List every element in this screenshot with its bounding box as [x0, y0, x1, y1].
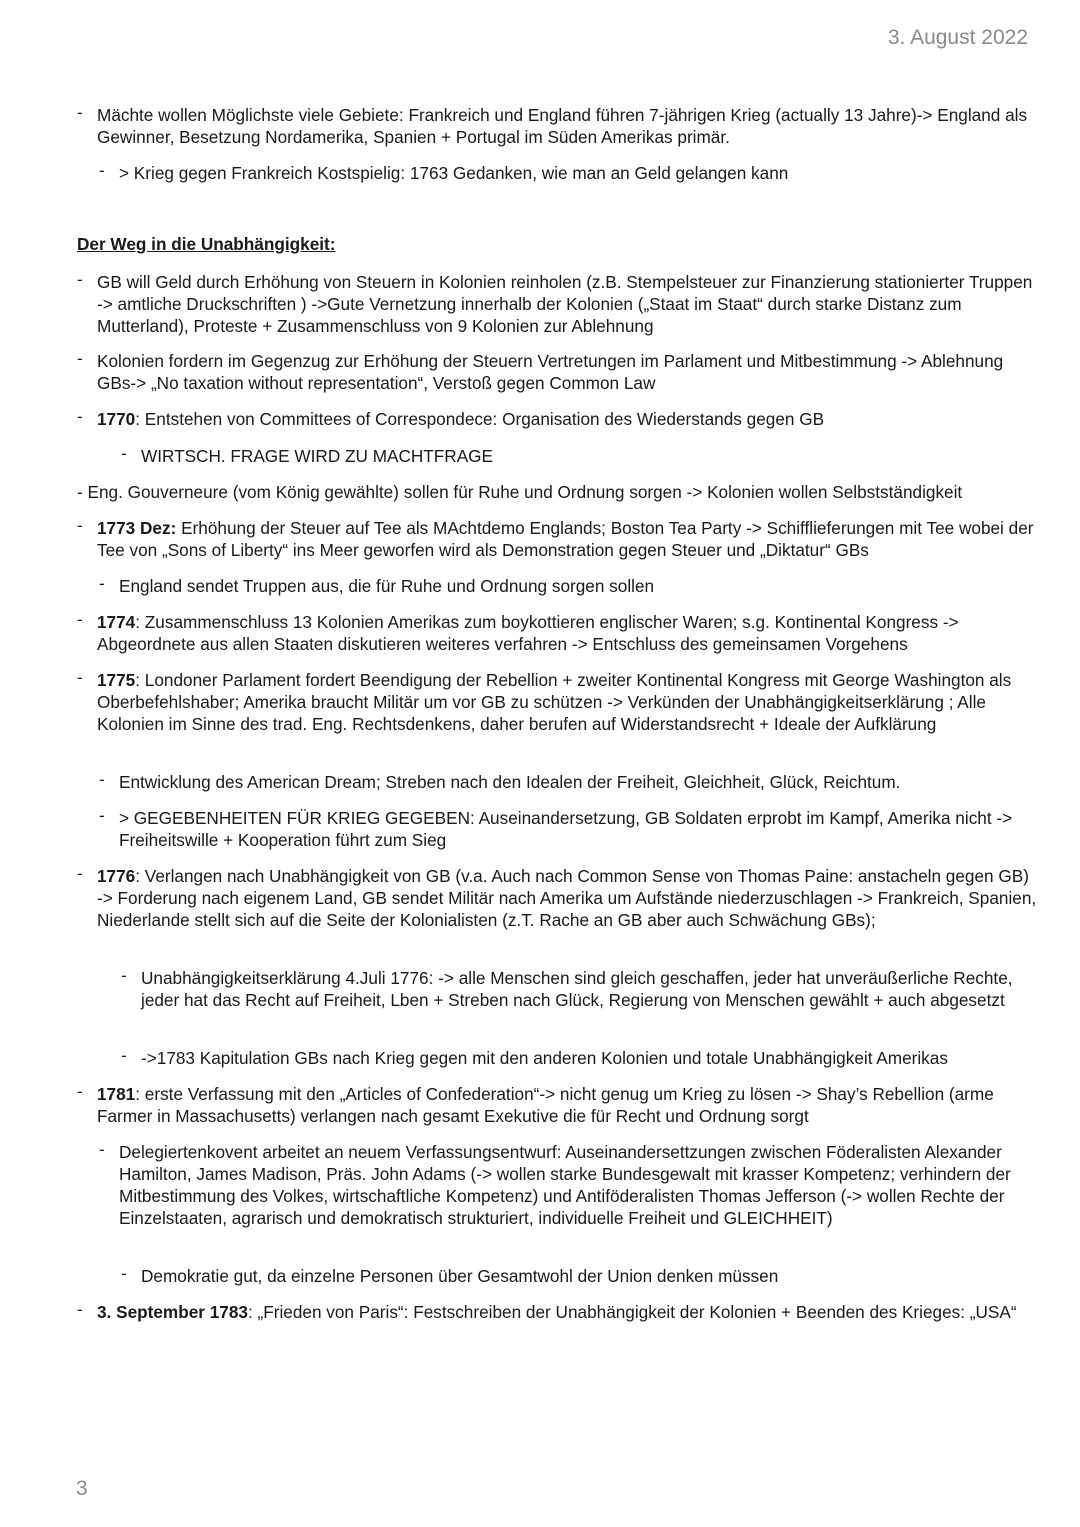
- list-item: [77, 610, 1037, 655]
- list-item: [77, 864, 1037, 931]
- item-date: 1770: [97, 409, 136, 429]
- bullet-dash-icon: -: [99, 1140, 105, 1159]
- item-text: : Londoner Parlament fordert Beendigung der Rebellion + zweiter Kontinental Kongress mit George Washington als Oberbefehlshaber; Amerika braucht Militär um vor GB zu schützen -> Verkünden der Unabhängigkeitserklärung ; Alle Kolonien im Sinne des trad. Eng. Rechtsdenkens, daher berufen auf Widerstandsrecht + Ideale der Aufklärung: [97, 670, 1012, 734]
- item-text: Erhöhung der Steuer auf Tee als MAchtdemo Englands; Boston Tea Party -> Schifflieferungen mit Tee wobei der Tee von „Sons of Liberty“ ins Meer geworfen wird als Demonstration gegen Steuer und „Diktatur“ GBs: [97, 518, 1034, 560]
- bullet-dash-icon: -: [99, 574, 105, 593]
- item-text: : Zusammenschluss 13 Kolonien Amerikas zum boykottieren englischer Waren; s.g. Kontinental Kongress -> Abgeordnete aus allen Staaten diskutieren weiteres verfahren -> Entschluss des gemeinsamen Vorgehens: [97, 612, 959, 654]
- bullet-dash-icon: -: [121, 1046, 127, 1065]
- page-date: 3. August 2022: [887, 26, 1028, 49]
- list-item: [99, 574, 1039, 597]
- list-item: [121, 1046, 1031, 1069]
- list-item: [99, 806, 1039, 851]
- list-item: [77, 103, 1037, 148]
- list-item: [121, 444, 1031, 467]
- item-text: Demokratie gut, da einzelne Personen über Gesamtwohl der Union denken müssen: [141, 1266, 779, 1286]
- item-text: : Entstehen von Committees of Correspondece: Organisation des Wiederstands gegen GB: [135, 409, 825, 429]
- list-item: [99, 161, 1039, 184]
- item-date: 1773 Dez:: [97, 518, 177, 538]
- item-text: Delegiertenkovent arbeitet an neuem Verfassungsentwurf: Auseinandersettzungen zwischen Föderalisten Alexander Hamilton, James Madison, Präs. John Adams (-> wollen starke Bundesgewalt mit krasser Kompetenz; verhindern der Mitbestimmung des Volkes, wirtschaftliche Kompetenz) und Antiföderalisten Thomas Jefferson (-> wollen Rechte der Einzelstaaten, agrarisch und demokratisch strukturiert, individuelle Freiheit und GLEICHHEIT): [119, 1142, 1011, 1228]
- list-item: [77, 1082, 1037, 1127]
- bullet-dash-icon: -: [77, 668, 83, 687]
- bullet-dash-icon: -: [77, 516, 83, 535]
- item-text: England sendet Truppen aus, die für Ruhe und Ordnung sorgen sollen: [119, 576, 655, 596]
- bullet-dash-icon: -: [121, 444, 127, 463]
- list-item: [99, 1140, 1039, 1229]
- list-item: [121, 1264, 1031, 1287]
- item-text: > GEGEBENHEITEN FÜR KRIEG GEGEBEN: Auseinandersetzung, GB Soldaten erprobt im Kampf, Amerika nicht -> Freiheitswille + Kooperation führt zum Sieg: [119, 808, 1013, 850]
- item-text: > Krieg gegen Frankreich Kostspielig: 1763 Gedanken, wie man an Geld gelangen kann: [119, 163, 789, 183]
- bullet-dash-icon: -: [77, 1082, 83, 1101]
- item-text: : erste Verfassung mit den „Articles of Confederation“-> nicht genug um Krieg zu lösen -> Shay’s Rebellion (arme Farmer in Massachusetts) verlangen nach gesamt Exekutive die für Recht und Ordnung sorgt: [97, 1084, 994, 1126]
- item-text: : Verlangen nach Unabhängigkeit von GB (v.a. Auch nach Common Sense von Thomas Paine: anstacheln gegen GB) -> Forderung nach eigenem Land, GB sendet Militär nach Amerika um Aufstände niederzuschlagen -> Frankreich, Spanien, Niederlande stellt sich auf die Seite der Kolonialisten (z.T. Rache an GB aber auch Schwächung GBs);: [97, 866, 1037, 930]
- list-item: [77, 516, 1037, 561]
- list-item: [77, 668, 1037, 735]
- item-date: 1781: [97, 1084, 136, 1104]
- item-text: Kolonien fordern im Gegenzug zur Erhöhung der Steuern Vertretungen im Parlament und Mitbestimmung -> Ablehnung GBs-> „No taxation without representation“, Verstoß gegen Common Law: [97, 351, 1004, 393]
- section-heading: Der Weg in die Unabhängigkeit:: [77, 234, 336, 254]
- item-text: Unabhängigkeitserklärung 4.Juli 1776: -> alle Menschen sind gleich geschaffen, jeder hat unveräußerliche Rechte, jeder hat das Recht auf Freiheit, Lben + Streben nach Glück, Regierung von Menschen gewählt + auch abgesetzt: [141, 968, 1013, 1010]
- list-item: [77, 1300, 1037, 1323]
- bullet-dash-icon: -: [77, 610, 83, 629]
- bullet-dash-icon: -: [77, 103, 83, 122]
- item-date: 1775: [97, 670, 136, 690]
- list-item: [77, 270, 1037, 337]
- bullet-dash-icon: -: [121, 966, 127, 985]
- item-text: : „Frieden von Paris“: Festschreiben der Unabhängigkeit der Kolonien + Beenden des Krieges: „USA“: [247, 1302, 1017, 1322]
- list-item: [99, 770, 1039, 793]
- bullet-dash-icon: -: [121, 1264, 127, 1283]
- item-date: 3. September 1783: [97, 1302, 248, 1322]
- item-text: Mächte wollen Möglichste viele Gebiete: Frankreich und England führen 7-jährigen Krieg (actually 13 Jahre)-> England als Gewinner, Besetzung Nordamerika, Spanien + Portugal im Süden Amerikas primär.: [97, 105, 1028, 147]
- bullet-dash-icon: -: [99, 806, 105, 825]
- bullet-dash-icon: -: [99, 161, 105, 180]
- bullet-dash-icon: -: [99, 770, 105, 789]
- item-text: - Eng. Gouverneure (vom König gewählte) sollen für Ruhe und Ordnung sorgen -> Kolonien wollen Selbstständigkeit: [77, 482, 963, 502]
- item-date: 1774: [97, 612, 136, 632]
- bullet-dash-icon: -: [77, 864, 83, 883]
- bullet-dash-icon: -: [77, 349, 83, 368]
- list-item: [77, 349, 1037, 394]
- list-item: [77, 481, 1037, 503]
- item-date: 1776: [97, 866, 136, 886]
- item-text: ->1783 Kapitulation GBs nach Krieg gegen mit den anderen Kolonien und totale Unabhängigkeit Amerikas: [141, 1048, 948, 1068]
- page-number: 3: [76, 1477, 88, 1500]
- bullet-dash-icon: -: [77, 1300, 83, 1319]
- bullet-dash-icon: -: [77, 407, 83, 426]
- item-text: Entwicklung des American Dream; Streben nach den Idealen der Freiheit, Gleichheit, Glück, Reichtum.: [119, 772, 901, 792]
- list-item: [121, 966, 1031, 1011]
- item-text: GB will Geld durch Erhöhung von Steuern in Kolonien reinholen (z.B. Stempelsteuer zur Finanzierung stationierter Truppen -> amtliche Druckschriften ) ->Gute Vernetzung innerhalb der Kolonien („Staat im Staat“ durch starke Distanz zum Mutterland), Proteste + Zusammenschluss von 9 Kolonien zur Ablehnung: [97, 272, 1033, 336]
- item-text: WIRTSCH. FRAGE WIRD ZU MACHTFRAGE: [141, 446, 494, 466]
- list-item: [77, 407, 1037, 430]
- bullet-dash-icon: -: [77, 270, 83, 289]
